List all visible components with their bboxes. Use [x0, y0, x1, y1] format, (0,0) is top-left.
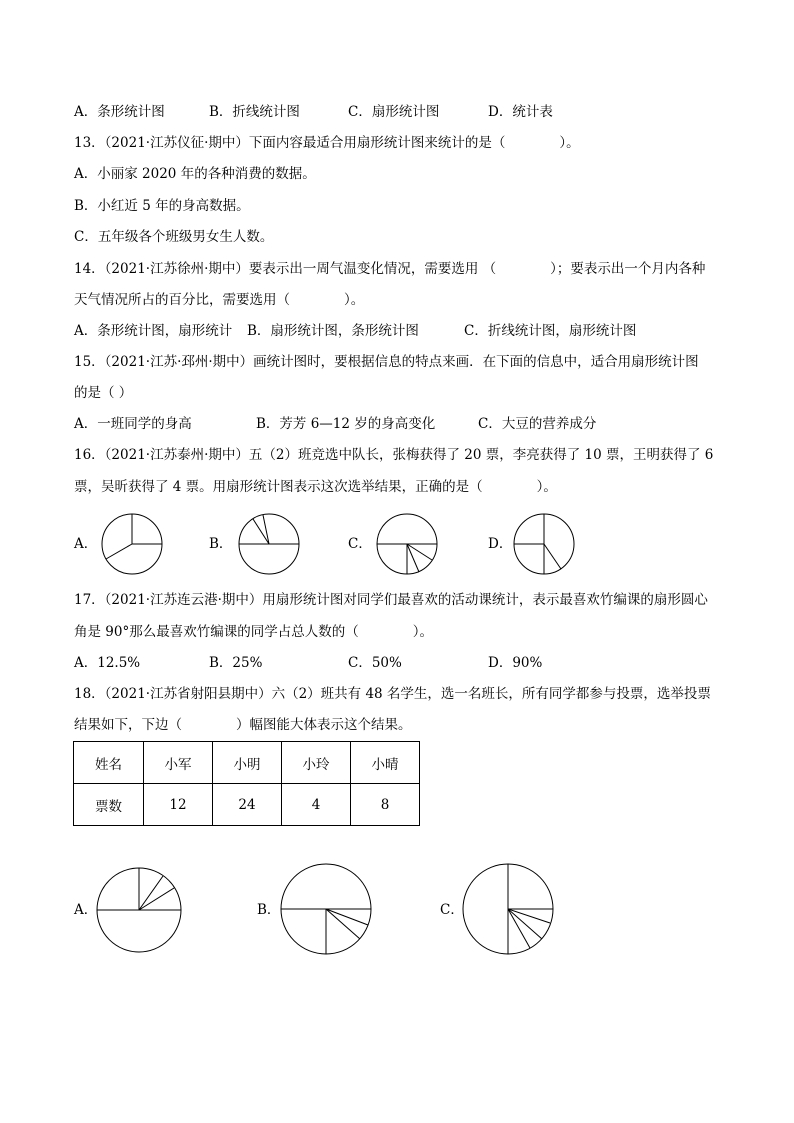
q17-option-b: B．25% [209, 655, 263, 671]
q16-stem-line1: 16．（2021·江苏泰州·期中）五（2）班竞选中队长，张梅获得了 20 票，李亮获得了 10 票，王明获得了 6 [74, 447, 714, 463]
q15-stem-line1: 15．（2021·江苏·邳州·期中）画统计图时，要根据信息的特点来画．在下面的信息中，适合用扇形统计图 [74, 354, 699, 370]
q17-stem-line2: 角是 90°那么最喜欢竹编课的同学占总人数的（ ）。 [74, 624, 433, 640]
q13-option-c: C．五年级各个班级男女生人数。 [74, 229, 274, 245]
table-cell: 小玲 [282, 742, 351, 784]
table-cell: 小军 [144, 742, 213, 784]
q14-stem-line2: 天气情况所占的百分比，需要选用（ ）。 [74, 292, 365, 308]
q18-pie-c [462, 863, 554, 955]
q16-label-b: B． [209, 536, 233, 552]
q12-option-d: D．统计表 [488, 104, 553, 120]
q15-option-c: C．大豆的营养成分 [478, 416, 597, 432]
q14-stem-line1: 14．（2021·江苏徐州·期中）要表示出一周气温变化情况，需要选用 （ ）；要表示出一个月内各种 [74, 261, 706, 277]
q14-option-a: A．条形统计图，扇形统计 [74, 323, 233, 339]
vote-table [73, 741, 420, 826]
q16-pie-c [376, 513, 438, 575]
q18-label-a: A． [74, 902, 98, 918]
q17-option-c: C．50% [348, 655, 402, 671]
q16-label-a: A． [74, 536, 98, 552]
table-header-votes: 票数 [74, 784, 144, 826]
q15-option-a: A．一班同学的身高 [74, 416, 192, 432]
table-row [74, 784, 420, 826]
table-header-name: 姓名 [74, 742, 144, 784]
table-cell: 小晴 [351, 742, 420, 784]
q12-option-a: A．条形统计图 [74, 104, 165, 120]
q16-pie-a [101, 513, 163, 575]
q13-stem: 13．（2021·江苏仪征·期中）下面内容最适合用扇形统计图来统计的是（ ）。 [74, 135, 580, 151]
table-cell: 24 [213, 784, 282, 826]
table-cell: 12 [144, 784, 213, 826]
table-row [74, 742, 420, 784]
q16-pie-d [513, 513, 575, 575]
table-cell: 小明 [213, 742, 282, 784]
q17-option-a: A．12.5% [74, 655, 141, 671]
q16-stem-line2: 票，吴昕获得了 4 票。用扇形统计图表示这次选举结果，正确的是（ ）。 [74, 479, 557, 495]
q18-pie-a [96, 867, 182, 953]
q16-label-d: D． [488, 536, 513, 552]
q12-option-b: B．折线统计图 [209, 104, 300, 120]
q16-label-c: C． [348, 536, 372, 552]
table-cell: 4 [282, 784, 351, 826]
q12-option-c: C．扇形统计图 [348, 104, 440, 120]
q18-label-b: B． [257, 902, 281, 918]
q17-stem-line1: 17．（2021·江苏连云港·期中）用扇形统计图对同学们最喜欢的活动课统计，表示最喜欢竹编课的扇形圆心 [74, 592, 708, 608]
q18-label-c: C． [440, 902, 464, 918]
q14-option-b: B．扇形统计图，条形统计图 [247, 323, 419, 339]
table-cell: 8 [351, 784, 420, 826]
q18-stem-line2: 结果如下，下边（ ）幅图能大体表示这个结果。 [74, 717, 412, 733]
q18-stem-line1: 18．（2021·江苏省射阳县期中）六（2）班共有 48 名学生，选一名班长，所有同学都参与投票，选举投票 [74, 686, 711, 702]
q15-option-b: B．芳芳 6—12 岁的身高变化 [256, 416, 436, 432]
q13-option-a: A．小丽家 2020 年的各种消费的数据。 [74, 166, 316, 182]
q13-option-b: B．小红近 5 年的身高数据。 [74, 198, 250, 214]
q15-stem-line2: 的是（ ） [74, 385, 133, 401]
q17-option-d: D．90% [488, 655, 543, 671]
q18-pie-b [280, 863, 372, 955]
q14-option-c: C．折线统计图，扇形统计图 [464, 323, 637, 339]
q16-pie-b [238, 513, 300, 575]
